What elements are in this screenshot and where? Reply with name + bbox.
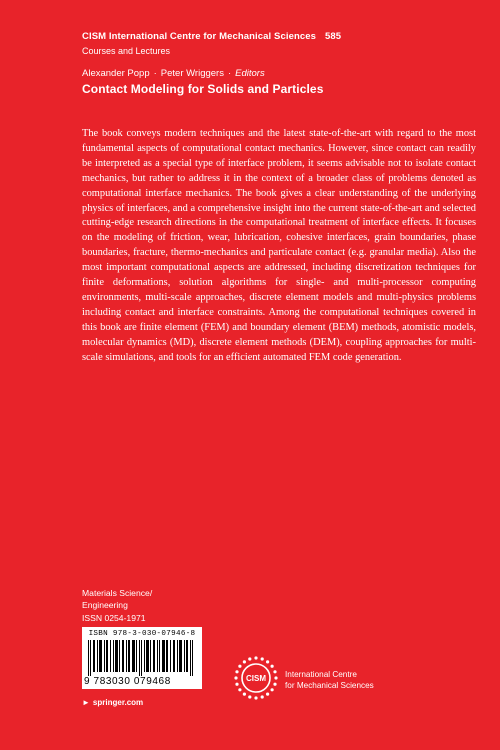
publisher-link[interactable] xyxy=(82,698,143,707)
header xyxy=(82,31,482,96)
subject-line: Engineering xyxy=(82,600,128,611)
book-title: Contact Modeling for Solids and Particles xyxy=(82,82,324,96)
cism-logo-text: CISM xyxy=(246,674,266,683)
cism-name xyxy=(285,669,374,691)
subject-line: Materials Science/ xyxy=(82,588,153,598)
barcode-digits: 9 783030 079468 xyxy=(84,676,171,687)
editor-name: Peter Wriggers xyxy=(160,68,224,79)
barcode-bars xyxy=(88,640,196,676)
series-subtitle: Courses and Lectures xyxy=(82,46,171,56)
cism-logo-icon xyxy=(233,655,279,701)
editor-separator: · xyxy=(153,68,157,79)
isbn-label: ISBN 978-3-030-07946-8 xyxy=(88,630,196,638)
series-line xyxy=(82,31,482,42)
subject-block xyxy=(82,587,152,624)
editors-line xyxy=(82,68,482,79)
issn: ISSN 0254-1971 xyxy=(82,612,146,623)
editor-separator: · xyxy=(227,68,232,79)
series-name: CISM International Centre for Mechanical Sciences xyxy=(82,31,317,42)
publisher-url: springer.com xyxy=(92,698,144,707)
cism-name-line: for Mechanical Sciences xyxy=(285,681,374,690)
cism-name-line: International Centre xyxy=(285,670,357,679)
editor-name: Alexander Popp xyxy=(82,68,150,79)
arrow-icon: ► xyxy=(82,698,90,707)
series-number: 585 xyxy=(325,31,342,42)
barcode xyxy=(82,627,202,689)
book-description: The book conveys modern techniques and the latest state-of-the-art with regard to the most fundamental aspects of computational contact mechanics. However, since contact can readily be interpreted as a special type of interface problem, it seems advisable not to isolate contact mechanics, but rather to address it in the context of a broader class of problems denoted as computational interface mechanics. The book gives a clear understanding of the underlying physics of interfaces, and a comprehensive insight into the current state-of-the-art and selected cutting-edge research directions in the computational treatment of interface effects. It focuses on the modeling of friction, wear, lubrication, cohesive interfaces, grain boundaries, phase boundaries, fracture, thermo-mechanics and particulate contact (e.g. granular media). Also the most important computational aspects are addressed, including discretization techniques for finite deformations, solution algorithms for single- and multi-processor computing environments, multi-scale approaches, discrete element models and multi-physics problems including contact and interface constraints. Among the computational techniques covered in this book are finite element (FEM) and boundary element (BEM) methods, atomistic models, molecular dynamics (MD), discrete element methods (DEM), coupling approaches for multi-scale simulations, and tools for an efficient automated FEM code generation. xyxy=(82,128,476,363)
editors-role: Editors xyxy=(235,68,265,79)
